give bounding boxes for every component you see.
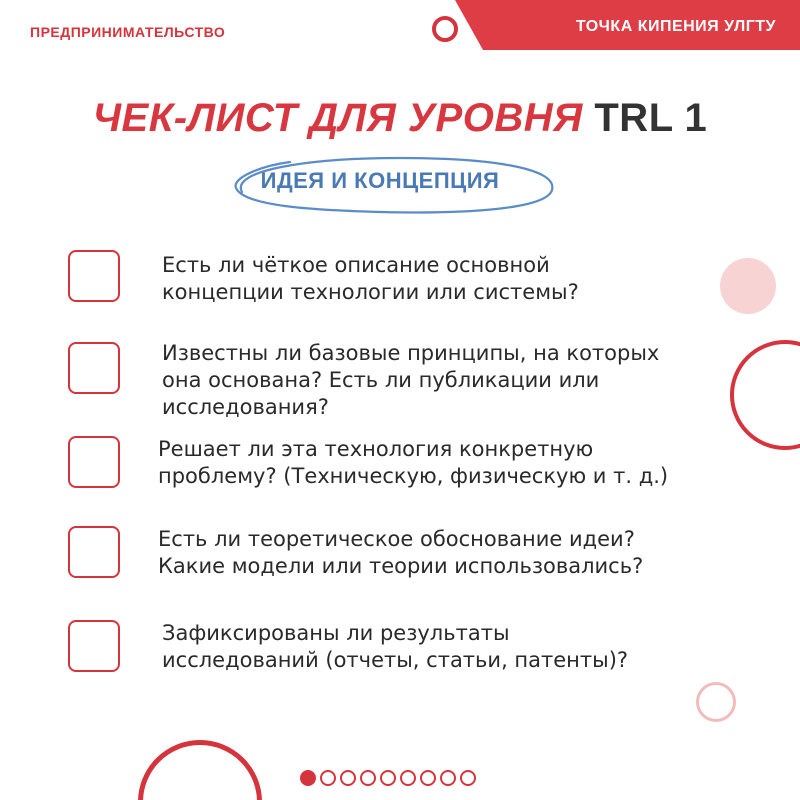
pagination-dot-7[interactable] (420, 770, 436, 786)
decorative-red-ring-bottom (138, 740, 262, 800)
pagination-dot-5[interactable] (380, 770, 396, 786)
category-label: ПРЕДПРИНИМАТЕЛЬСТВО (30, 24, 226, 40)
checklist-item-1 (162, 252, 579, 306)
pagination-dot-3[interactable] (340, 770, 356, 786)
pagination-dot-9[interactable] (460, 770, 476, 786)
decorative-red-ring-right (730, 340, 800, 450)
checklist-item-4 (158, 526, 643, 580)
page-title (0, 96, 800, 141)
checklist-item-3-line-2: проблему? (Техническую, физическую и т. д.) (158, 464, 669, 488)
subtitle: ИДЕЯ И КОНЦЕПЦИЯ (260, 168, 500, 193)
pagination-dot-6[interactable] (400, 770, 416, 786)
checklist-item-1-line-1: Есть ли чёткое описание основной (162, 253, 550, 277)
pagination-dots (300, 770, 476, 792)
decorative-pink-circle (720, 258, 776, 314)
checklist-item-3 (158, 436, 668, 490)
brand-label: ТОЧКА КИПЕНИЯ УЛГТУ (575, 18, 776, 35)
checklist-checkbox-4[interactable] (68, 526, 120, 578)
title-dark-part: TRL 1 (594, 96, 708, 140)
checklist-item-2-line-2: она основана? Есть ли публикации или (162, 368, 600, 392)
checklist-checkbox-2[interactable] (68, 342, 120, 394)
checklist-checkbox-3[interactable] (68, 436, 120, 488)
pagination-dot-1[interactable] (300, 770, 316, 786)
checklist-item-5-line-2: исследований (отчеты, статьи, патенты)? (162, 648, 629, 672)
checklist-item-2-line-1: Известны ли базовые принципы, на которых (162, 341, 660, 365)
checklist-item-4-line-1: Есть ли теоретическое обоснование идеи? (158, 527, 635, 551)
checklist-item-4-line-2: Какие модели или теории использовались? (158, 554, 644, 578)
decorative-pink-ring (696, 682, 736, 722)
pagination-dot-4[interactable] (360, 770, 376, 786)
title-red-part: ЧЕК-ЛИСТ ДЛЯ УРОВНЯ (92, 96, 583, 140)
pagination-dot-8[interactable] (440, 770, 456, 786)
checklist-item-5 (162, 620, 628, 674)
checklist-item-3-line-1: Решает ли эта технология конкретную (158, 437, 594, 461)
checklist-item-1-line-2: концепции технологии или системы? (162, 280, 579, 304)
checklist-item-2-line-3: исследования? (162, 395, 329, 419)
decorative-ring (432, 16, 458, 42)
pagination-dot-2[interactable] (320, 770, 336, 786)
checklist-item-2 (162, 340, 659, 421)
checklist-checkbox-5[interactable] (68, 620, 120, 672)
subtitle-badge (220, 152, 560, 216)
checklist-item-5-line-1: Зафиксированы ли результаты (162, 621, 510, 645)
checklist-checkbox-1[interactable] (68, 250, 120, 302)
